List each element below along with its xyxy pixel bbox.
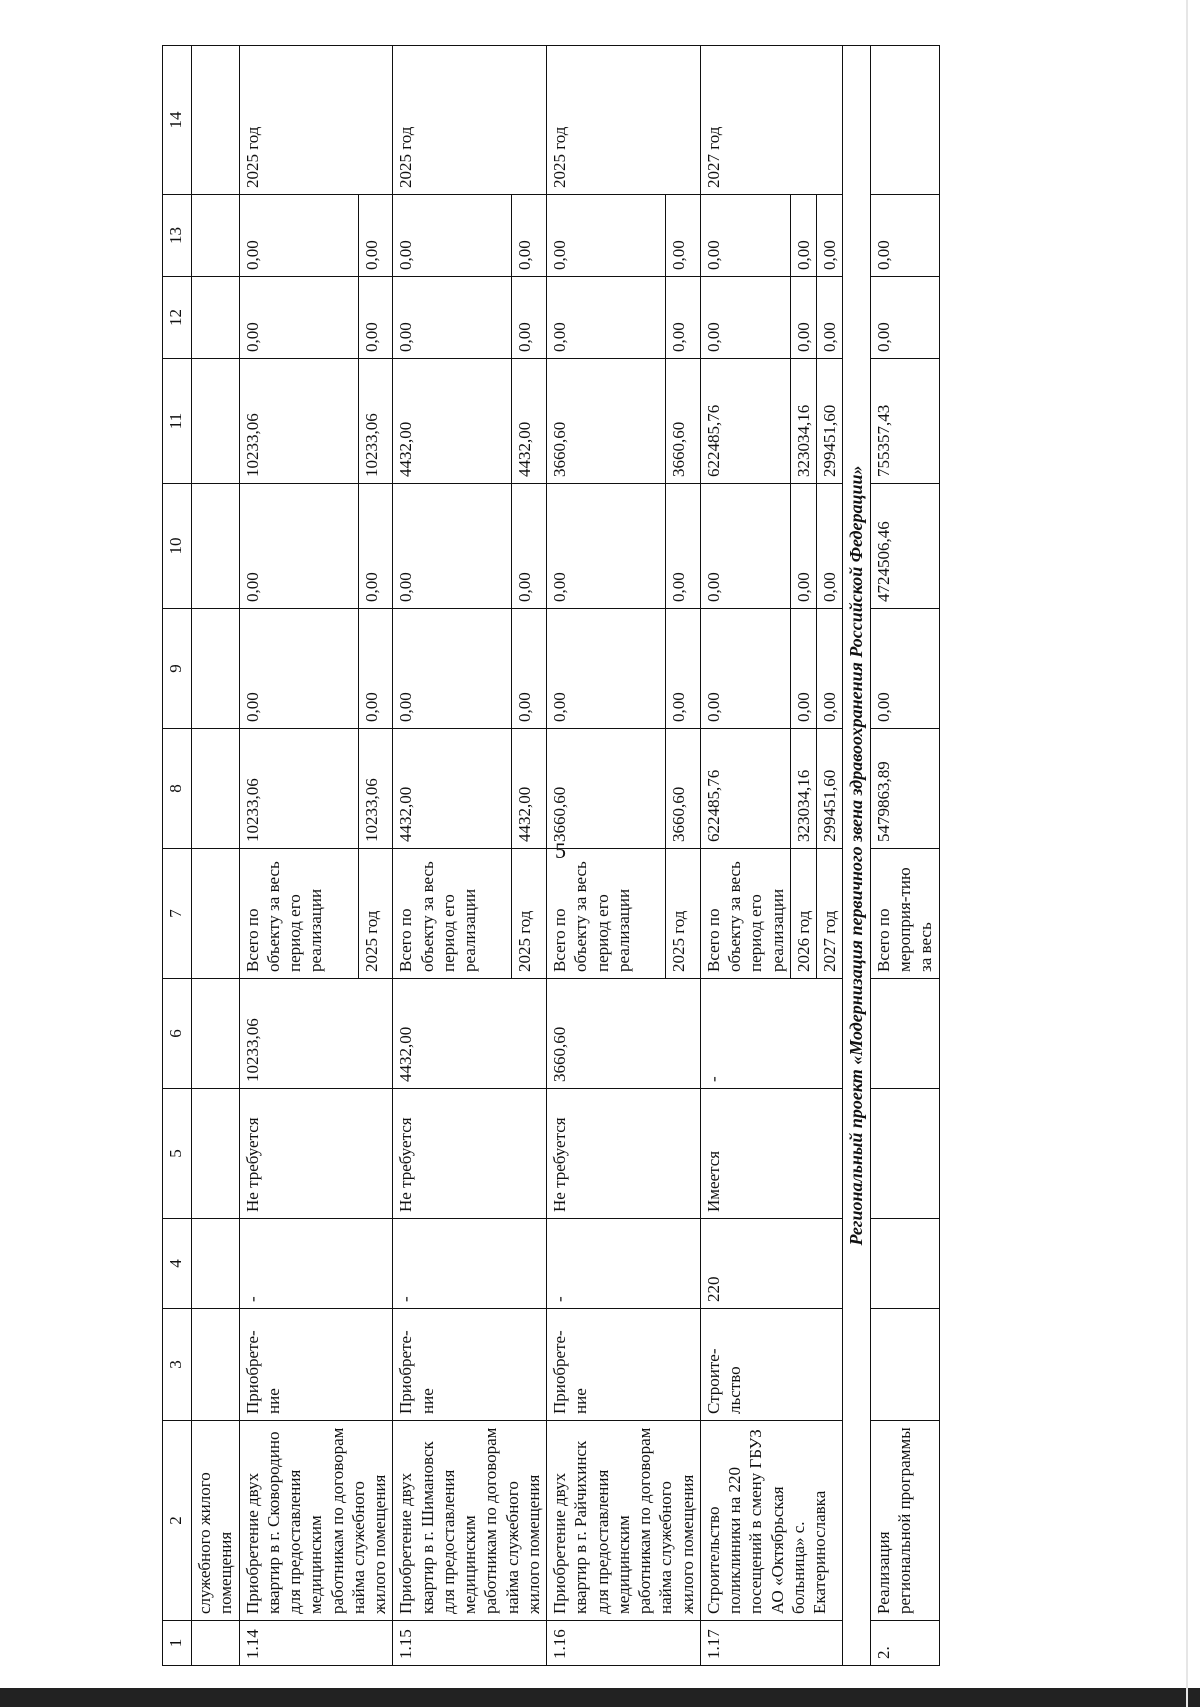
col-header: 11 [163, 359, 192, 484]
period: 2027 год [817, 849, 843, 979]
oblast-amount: 3660,60 [666, 359, 701, 484]
table-row [700, 46, 790, 1666]
expertise: Имеется [700, 1089, 843, 1219]
capacity: - [547, 1219, 701, 1309]
estimate-cost: 10233,06 [239, 979, 393, 1089]
estimate-cost: 3660,60 [547, 979, 701, 1089]
table-cell [870, 1089, 939, 1219]
section-banner: Региональный проект «Модернизация первичного звена здравоохранения Российской Федерации» [843, 46, 871, 1666]
oblast-amount: 4432,00 [512, 359, 547, 484]
period: 2026 год [790, 849, 816, 979]
local-amount: 0,00 [358, 277, 393, 359]
object-name: Приобретение двух квартир в г. Райчихинск для предоставления медицинским работникам по договорам найма служебного жилого помещения [547, 1421, 701, 1621]
regional-amount: 0,00 [512, 484, 547, 609]
federal-amount: 0,00 [512, 609, 547, 729]
deadline: 2025 год [239, 46, 393, 195]
table-row [870, 46, 939, 1666]
total-amount: 3660,60 [666, 729, 701, 849]
expertise: Не требуется [393, 1089, 547, 1219]
local-amount: 0,00 [700, 277, 790, 359]
object-type: Приобрете-ние [239, 1309, 393, 1421]
col-header: 7 [163, 849, 192, 979]
table-cell [870, 46, 939, 195]
local-amount: 0,00 [870, 277, 939, 359]
column-number-row [163, 46, 192, 1666]
expertise: Не требуется [547, 1089, 701, 1219]
object-name: Приобретение двух квартир в г. Шимановск для предоставления медицинским работникам по договорам найма служебного жилого помещения [393, 1421, 547, 1621]
object-type: Приобрете-ние [547, 1309, 701, 1421]
regional-amount: 0,00 [358, 484, 393, 609]
federal-amount: 0,00 [666, 609, 701, 729]
period: 2025 год [512, 849, 547, 979]
other-amount: 0,00 [512, 195, 547, 277]
local-amount: 0,00 [239, 277, 358, 359]
table-cell [870, 979, 939, 1089]
carry-over-row [192, 46, 240, 1666]
row-number: 1.14 [239, 1621, 393, 1666]
col-header: 6 [163, 979, 192, 1089]
object-type: Строите-льство [700, 1309, 843, 1421]
col-header: 5 [163, 1089, 192, 1219]
col-header: 9 [163, 609, 192, 729]
oblast-amount: 10233,06 [239, 359, 358, 484]
row-number: 2. [870, 1621, 939, 1666]
table-cell [870, 1219, 939, 1309]
table-cell [870, 1309, 939, 1421]
other-amount: 0,00 [666, 195, 701, 277]
col-header: 14 [163, 46, 192, 195]
oblast-amount: 755357,43 [870, 359, 939, 484]
period: Всего по объекту за весь период его реализации [700, 849, 790, 979]
col-header: 4 [163, 1219, 192, 1309]
regional-amount: 0,00 [790, 484, 816, 609]
federal-amount: 0,00 [817, 609, 843, 729]
total-amount: 5479863,89 [870, 729, 939, 849]
total-amount: 10233,06 [239, 729, 358, 849]
regional-amount: 0,00 [666, 484, 701, 609]
other-amount: 0,00 [700, 195, 790, 277]
total-amount: 622485,76 [700, 729, 790, 849]
col-header: 10 [163, 484, 192, 609]
total-amount: 299451,60 [817, 729, 843, 849]
expertise: Не требуется [239, 1089, 393, 1219]
section-banner-row [843, 46, 871, 1666]
regional-amount: 0,00 [547, 484, 666, 609]
total-amount: 323034,16 [790, 729, 816, 849]
other-amount: 0,00 [790, 195, 816, 277]
federal-amount: 0,00 [700, 609, 790, 729]
col-header: 3 [163, 1309, 192, 1421]
regional-amount: 0,00 [817, 484, 843, 609]
period: 2025 год [358, 849, 393, 979]
local-amount: 0,00 [393, 277, 512, 359]
other-amount: 0,00 [393, 195, 512, 277]
col-header: 13 [163, 195, 192, 277]
investment-objects-table [162, 45, 940, 1666]
local-amount: 0,00 [817, 277, 843, 359]
col-header: 2 [163, 1421, 192, 1621]
federal-amount: 0,00 [393, 609, 512, 729]
col-header: 8 [163, 729, 192, 849]
federal-amount: 0,00 [790, 609, 816, 729]
total-amount: 4432,00 [512, 729, 547, 849]
period: Всего по объекту за весь период его реализации [393, 849, 512, 979]
deadline: 2027 год [700, 46, 843, 195]
total-amount: 4432,00 [393, 729, 512, 849]
page-number: 5 [555, 838, 566, 863]
total-amount: 10233,06 [358, 729, 393, 849]
object-name: Реализация региональной программы [870, 1421, 939, 1621]
local-amount: 0,00 [547, 277, 666, 359]
period: 2025 год [666, 849, 701, 979]
row-number: 1.16 [547, 1621, 701, 1666]
scan-right-edge [1186, 0, 1188, 1707]
period: Всего по объекту за весь период его реализации [239, 849, 358, 979]
oblast-amount: 323034,16 [790, 359, 816, 484]
local-amount: 0,00 [512, 277, 547, 359]
period: Всего по объекту за весь период его реализации [547, 849, 666, 979]
rotated-table-container [162, 46, 1057, 1666]
table-row [393, 46, 512, 1666]
federal-amount: 0,00 [547, 609, 666, 729]
total-amount: 3660,60 [547, 729, 666, 849]
table-row [547, 46, 666, 1666]
deadline: 2025 год [547, 46, 701, 195]
row-number: 1.17 [700, 1621, 843, 1666]
period: Всего по мероприя-тию за весь [870, 849, 939, 979]
oblast-amount: 622485,76 [700, 359, 790, 484]
object-type: Приобрете-ние [393, 1309, 547, 1421]
local-amount: 0,00 [790, 277, 816, 359]
oblast-amount: 3660,60 [547, 359, 666, 484]
estimate-cost: - [700, 979, 843, 1089]
carry-over-name: служебного жилого помещения [192, 1421, 240, 1621]
regional-amount: 0,00 [239, 484, 358, 609]
row-number: 1.15 [393, 1621, 547, 1666]
object-name: Строительство поликлиники на 220 посещений в смену ГБУЗ АО «Октябрьская больница» с. Екатеринославка [700, 1421, 843, 1621]
other-amount: 0,00 [870, 195, 939, 277]
capacity: 220 [700, 1219, 843, 1309]
oblast-amount: 299451,60 [817, 359, 843, 484]
other-amount: 0,00 [547, 195, 666, 277]
estimate-cost: 4432,00 [393, 979, 547, 1089]
capacity: - [239, 1219, 393, 1309]
col-header: 1 [163, 1621, 192, 1666]
federal-amount: 0,00 [239, 609, 358, 729]
other-amount: 0,00 [358, 195, 393, 277]
object-name: Приобретение двух квартир в г. Сковородино для предоставления медицинским работникам по договорам найма служебного жилого помещения [239, 1421, 393, 1621]
table-row [239, 46, 358, 1666]
regional-amount: 0,00 [393, 484, 512, 609]
regional-amount: 0,00 [700, 484, 790, 609]
federal-amount: 0,00 [870, 609, 939, 729]
capacity: - [393, 1219, 547, 1309]
deadline: 2025 год [393, 46, 547, 195]
other-amount: 0,00 [239, 195, 358, 277]
other-amount: 0,00 [817, 195, 843, 277]
regional-amount: 4724506,46 [870, 484, 939, 609]
local-amount: 0,00 [666, 277, 701, 359]
federal-amount: 0,00 [358, 609, 393, 729]
col-header: 12 [163, 277, 192, 359]
oblast-amount: 10233,06 [358, 359, 393, 484]
scan-bottom-edge [0, 1688, 1200, 1707]
oblast-amount: 4432,00 [393, 359, 512, 484]
